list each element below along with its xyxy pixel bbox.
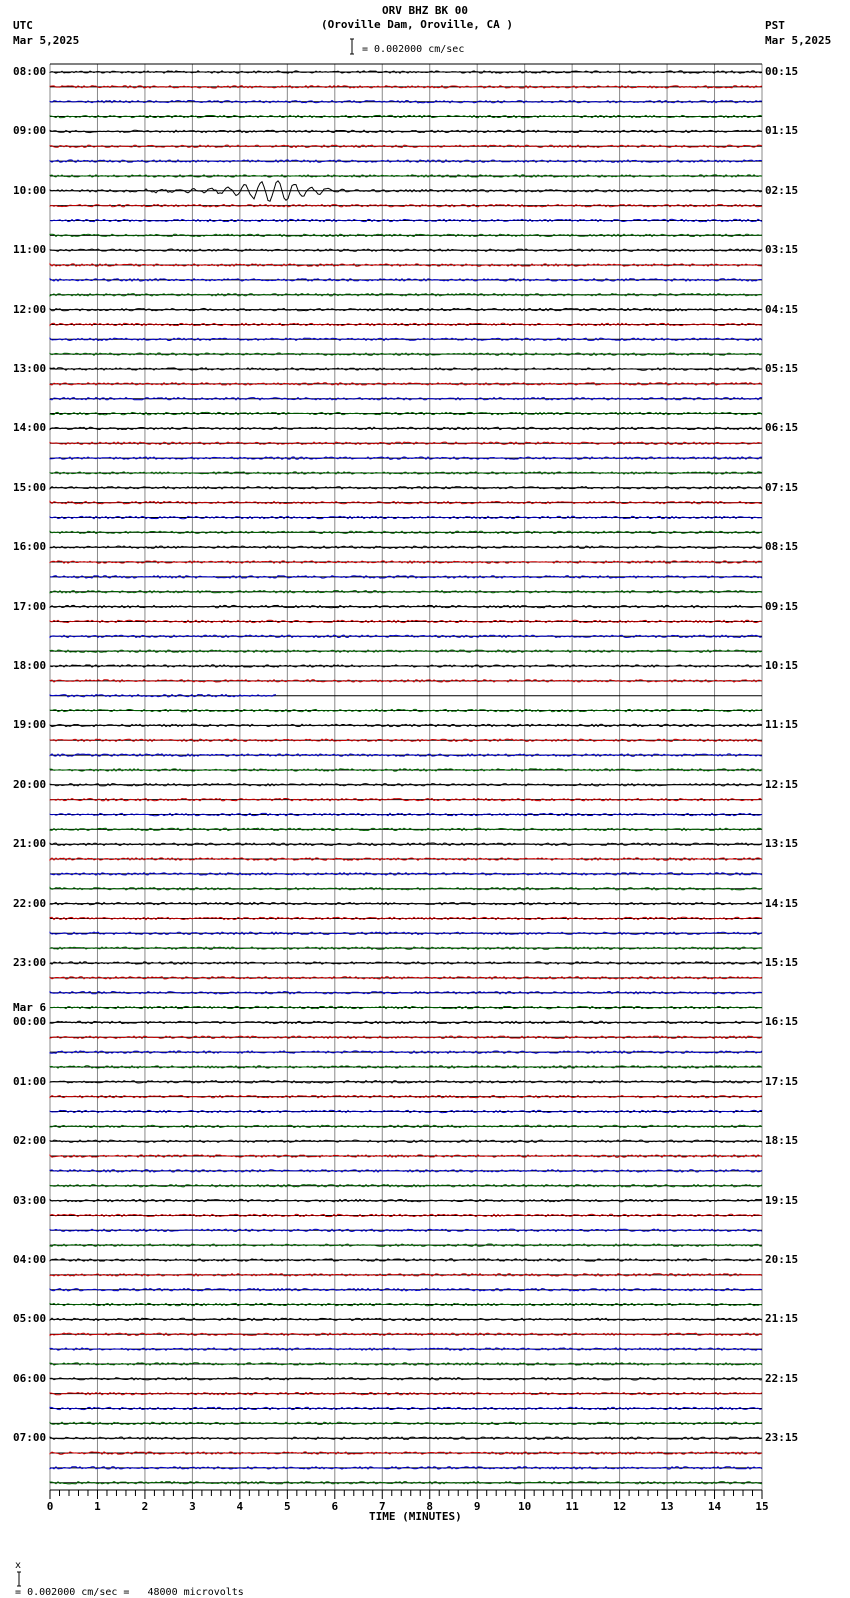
x-tick-label: 0 [46, 1500, 54, 1513]
pst-hour-label: 18:15 [765, 1134, 799, 1148]
footer-scale [3, 1549, 244, 1598]
utc-date: Mar 5,2025 [13, 34, 80, 47]
pst-label: PST [765, 19, 785, 32]
pst-hour-label: 00:15 [765, 65, 799, 78]
utc-hour-label: 15:00 [13, 480, 47, 494]
utc-hour-label: 04:00 [13, 1253, 47, 1266]
pst-hour-label: 19:15 [765, 1193, 799, 1207]
x-tick-label: 6 [331, 1500, 339, 1513]
footer-scale-text: = 0.002000 cm/sec = 48000 microvolts [15, 1587, 244, 1598]
utc-hour-label: 16:00 [13, 540, 47, 554]
x-tick-label: 3 [189, 1500, 196, 1513]
x-tick-label: 9 [473, 1500, 481, 1513]
utc-hour-label: 20:00 [13, 777, 47, 791]
utc-hour-label: 01:00 [13, 1074, 47, 1088]
pst-hour-label: 01:15 [765, 124, 799, 138]
day-change-label: Mar 6 [13, 1001, 47, 1015]
utc-hour-label: 12:00 [13, 302, 47, 316]
utc-hour-label: 14:00 [13, 421, 47, 435]
x-axis-title: TIME (MINUTES) [369, 1510, 462, 1523]
utc-hour-label: 23:00 [13, 956, 47, 969]
x-tick-label: 8 [426, 1500, 434, 1513]
x-tick-label: 2 [141, 1500, 149, 1513]
x-tick-label: 15 [755, 1500, 769, 1513]
pst-hour-label: 16:15 [765, 1015, 799, 1029]
utc-hour-label: 09:00 [13, 124, 47, 138]
utc-label: UTC [13, 19, 33, 32]
pst-hour-label: 04:15 [765, 302, 799, 316]
pst-hour-label: 23:15 [765, 1431, 799, 1445]
pst-hour-label: 21:15 [765, 1312, 799, 1326]
scale-label: = 0.002000 cm/sec [362, 44, 465, 55]
pst-hour-label: 06:15 [765, 421, 799, 435]
utc-hour-label: 11:00 [13, 243, 47, 257]
pst-hour-label: 09:15 [765, 599, 799, 613]
pst-hour-label: 03:15 [765, 243, 799, 257]
pst-hour-label: 08:15 [765, 540, 799, 554]
utc-hour-label: 13:00 [13, 362, 47, 375]
pst-hour-label: 02:15 [765, 183, 799, 197]
pst-hour-label: 10:15 [765, 659, 799, 672]
pst-hour-label: 07:15 [765, 480, 799, 494]
pst-hour-label: 20:15 [765, 1253, 799, 1266]
pst-hour-label: 11:15 [765, 718, 799, 732]
utc-hour-label: 05:00 [13, 1312, 47, 1326]
pst-hour-label: 14:15 [765, 896, 799, 910]
utc-hour-label: 22:00 [13, 896, 47, 910]
utc-hour-label: 06:00 [13, 1371, 47, 1385]
utc-hour-label: 00:00 [13, 1015, 47, 1029]
pst-date: Mar 5,2025 [765, 34, 832, 47]
utc-hour-label: 18:00 [13, 659, 47, 672]
pst-hour-label: 05:15 [765, 362, 799, 375]
utc-hour-label: 08:00 [13, 65, 47, 78]
utc-hour-label: 02:00 [13, 1134, 47, 1148]
pst-hour-label: 22:15 [765, 1371, 799, 1385]
utc-hour-label: 21:00 [13, 837, 47, 851]
footer-scale-bar-icon [15, 1571, 23, 1587]
pst-hour-label: 12:15 [765, 777, 799, 791]
utc-hour-label: 07:00 [13, 1431, 47, 1445]
pst-hour-label: 15:15 [765, 956, 799, 969]
x-tick-label: 11 [565, 1500, 579, 1513]
station-location: (Oroville Dam, Oroville, CA ) [320, 18, 514, 31]
utc-hour-label: 19:00 [13, 718, 47, 732]
utc-hour-label: 17:00 [13, 599, 47, 613]
x-tick-label: 1 [94, 1500, 101, 1513]
footer-marker: x [15, 1560, 22, 1571]
x-tick-label: 4 [236, 1500, 244, 1513]
x-tick-label: 12 [612, 1500, 627, 1513]
utc-hour-label: 10:00 [13, 183, 47, 197]
pst-hour-label: 17:15 [765, 1074, 799, 1088]
utc-hour-label: 03:00 [13, 1193, 47, 1207]
x-tick-label: 5 [284, 1500, 291, 1513]
x-tick-label: 14 [707, 1500, 722, 1513]
x-tick-label: 13 [660, 1500, 674, 1513]
pst-hour-label: 13:15 [765, 837, 799, 851]
x-tick-label: 10 [518, 1500, 532, 1513]
station-title: ORV BHZ BK 00 [381, 4, 469, 17]
x-tick-label: 7 [378, 1500, 386, 1513]
